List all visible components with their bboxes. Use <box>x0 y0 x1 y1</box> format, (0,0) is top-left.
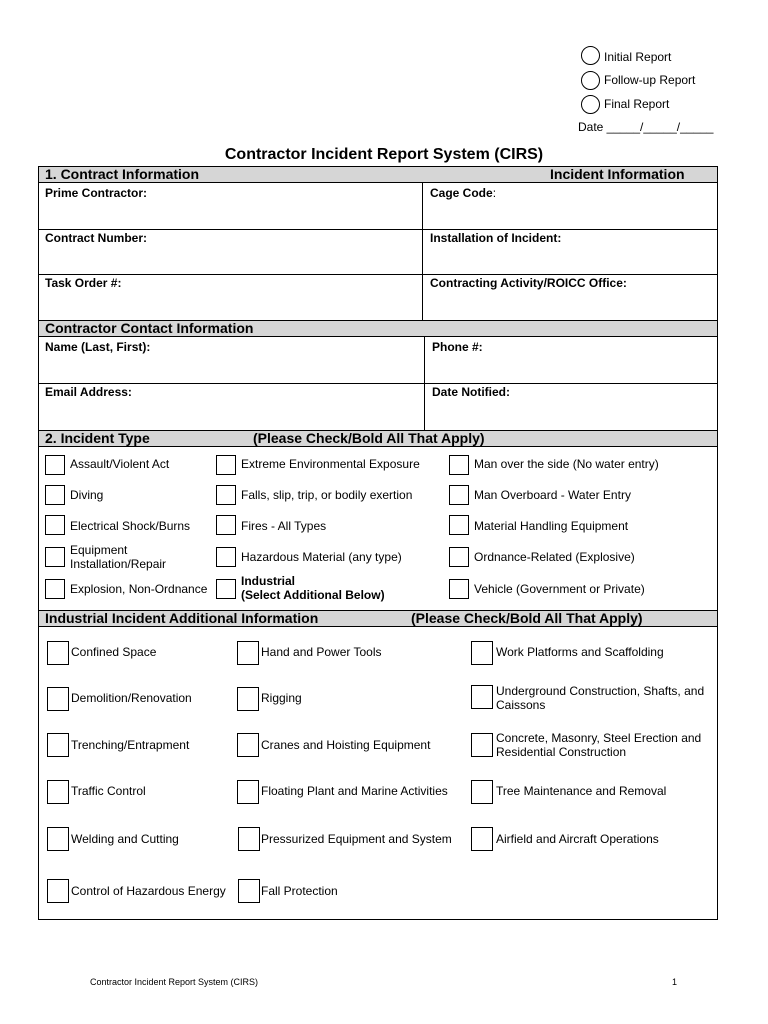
man-overboard-checkbox[interactable] <box>449 485 469 505</box>
contract-number-field[interactable]: Contract Number: <box>45 231 148 245</box>
material-handling-checkbox[interactable] <box>449 515 469 535</box>
task-order-field[interactable]: Task Order #: <box>45 276 122 290</box>
pressurized-equipment-checkbox[interactable] <box>238 827 260 851</box>
incident-type-heading: 2. Incident Type <box>45 430 150 446</box>
follow-up-report-label: Follow-up Report <box>604 73 696 87</box>
equipment-installation-checkbox[interactable] <box>45 547 65 567</box>
trenching-label: Trenching/Entrapment <box>71 738 190 752</box>
floating-plant-checkbox[interactable] <box>237 780 259 804</box>
fires-checkbox[interactable] <box>216 515 236 535</box>
hazardous-material-label: Hazardous Material (any type) <box>241 550 402 564</box>
industrial-info-instruction: (Please Check/Bold All That Apply) <box>411 610 643 626</box>
traffic-control-checkbox[interactable] <box>47 780 69 804</box>
environmental-exposure-checkbox[interactable] <box>216 455 236 475</box>
vehicle-checkbox[interactable] <box>449 579 469 599</box>
welding-checkbox[interactable] <box>47 827 69 851</box>
contact-name-field[interactable]: Name (Last, First): <box>45 340 151 354</box>
final-report-radio[interactable] <box>581 95 600 114</box>
contract-information-header <box>39 166 717 183</box>
environmental-exposure-label: Extreme Environmental Exposure <box>241 457 420 471</box>
hazardous-energy-checkbox[interactable] <box>47 879 69 903</box>
industrial-checkbox[interactable] <box>216 579 236 599</box>
initial-report-radio[interactable] <box>581 46 600 65</box>
hand-power-tools-label: Hand and Power Tools <box>261 645 382 659</box>
traffic-control-label: Traffic Control <box>71 784 146 798</box>
date-notified-field[interactable]: Date Notified: <box>432 385 510 399</box>
vehicle-label: Vehicle (Government or Private) <box>474 582 645 596</box>
work-platforms-checkbox[interactable] <box>471 641 493 665</box>
email-field[interactable]: Email Address: <box>45 385 132 399</box>
underground-construction-checkbox[interactable] <box>471 685 493 709</box>
fall-protection-checkbox[interactable] <box>238 879 260 903</box>
incident-type-instruction: (Please Check/Bold All That Apply) <box>253 430 485 446</box>
diving-label: Diving <box>70 488 104 502</box>
industrial-label-line2: (Select Additional Below) <box>241 588 385 602</box>
row-divider <box>39 274 717 275</box>
cranes-label: Cranes and Hoisting Equipment <box>261 738 431 752</box>
welding-label: Welding and Cutting <box>71 832 179 846</box>
demolition-label: Demolition/Renovation <box>71 691 192 705</box>
tree-maintenance-label: Tree Maintenance and Removal <box>496 784 667 798</box>
cage-code-colon: : <box>492 186 497 200</box>
cage-code-label: Cage Code <box>430 186 493 200</box>
diving-checkbox[interactable] <box>45 485 65 505</box>
row-divider <box>39 229 717 230</box>
initial-report-label: Initial Report <box>604 50 672 64</box>
concrete-masonry-label: Concrete, Masonry, Steel Erection and Residential Construction <box>496 731 702 759</box>
demolition-checkbox[interactable] <box>47 687 69 711</box>
man-over-side-label: Man over the side (No water entry) <box>474 457 659 471</box>
assault-checkbox[interactable] <box>45 455 65 475</box>
incident-information-heading: Incident Information <box>550 166 685 182</box>
contract-information-heading: 1. Contract Information <box>45 166 200 182</box>
airfield-operations-label: Airfield and Aircraft Operations <box>496 832 659 846</box>
falls-checkbox[interactable] <box>216 485 236 505</box>
prime-contractor-field[interactable]: Prime Contractor: <box>45 186 148 200</box>
airfield-operations-checkbox[interactable] <box>471 827 493 851</box>
falls-label: Falls, slip, trip, or bodily exertion <box>241 488 413 502</box>
underground-construction-label: Underground Construction, Shafts, and Caissons <box>496 684 705 712</box>
final-report-label: Final Report <box>604 97 670 111</box>
concrete-masonry-checkbox[interactable] <box>471 733 493 757</box>
man-overboard-label: Man Overboard - Water Entry <box>474 488 631 502</box>
row-divider <box>39 383 717 384</box>
contract-info-divider <box>422 183 423 320</box>
electrical-shock-checkbox[interactable] <box>45 515 65 535</box>
fires-label: Fires - All Types <box>241 519 327 533</box>
report-date-field[interactable]: Date _____/_____/_____ <box>578 120 714 134</box>
contracting-activity-field[interactable]: Contracting Activity/ROICC Office: <box>430 276 627 290</box>
page-number: 1 <box>672 977 678 987</box>
explosion-checkbox[interactable] <box>45 579 65 599</box>
trenching-checkbox[interactable] <box>47 733 69 757</box>
industrial-label-line1: Industrial <box>241 574 296 588</box>
assault-label: Assault/Violent Act <box>70 457 170 471</box>
explosion-label: Explosion, Non-Ordnance <box>70 582 208 596</box>
incident-type-header <box>39 430 717 447</box>
ordnance-label: Ordnance-Related (Explosive) <box>474 550 635 564</box>
cage-code-field[interactable] <box>430 186 496 200</box>
cranes-checkbox[interactable] <box>237 733 259 757</box>
incident-form-table <box>38 166 718 920</box>
form-title: Contractor Incident Report System (CIRS) <box>224 146 544 163</box>
confined-space-checkbox[interactable] <box>47 641 69 665</box>
rigging-checkbox[interactable] <box>237 687 259 711</box>
material-handling-label: Material Handling Equipment <box>474 519 629 533</box>
phone-field[interactable]: Phone #: <box>432 340 483 354</box>
fall-protection-label: Fall Protection <box>261 884 338 898</box>
contractor-contact-header <box>39 320 717 337</box>
confined-space-label: Confined Space <box>71 645 157 659</box>
tree-maintenance-checkbox[interactable] <box>471 780 493 804</box>
hazardous-material-checkbox[interactable] <box>216 547 236 567</box>
industrial-label <box>241 574 385 602</box>
industrial-info-header <box>39 610 717 627</box>
footer-title: Contractor Incident Report System (CIRS) <box>90 977 259 987</box>
hand-power-tools-checkbox[interactable] <box>237 641 259 665</box>
industrial-info-heading: Industrial Incident Additional Information <box>45 610 319 626</box>
ordnance-checkbox[interactable] <box>449 547 469 567</box>
rigging-label: Rigging <box>261 691 302 705</box>
follow-up-report-radio[interactable] <box>581 71 600 90</box>
floating-plant-label: Floating Plant and Marine Activities <box>261 784 448 798</box>
man-over-side-checkbox[interactable] <box>449 455 469 475</box>
hazardous-energy-label: Control of Hazardous Energy <box>71 884 226 898</box>
pressurized-equipment-label: Pressurized Equipment and System <box>261 832 452 846</box>
installation-field[interactable]: Installation of Incident: <box>430 231 562 245</box>
contractor-contact-heading: Contractor Contact Information <box>45 320 254 336</box>
work-platforms-label: Work Platforms and Scaffolding <box>496 645 664 659</box>
electrical-shock-label: Electrical Shock/Burns <box>70 519 191 533</box>
equipment-installation-label: Equipment Installation/Repair <box>70 543 167 571</box>
